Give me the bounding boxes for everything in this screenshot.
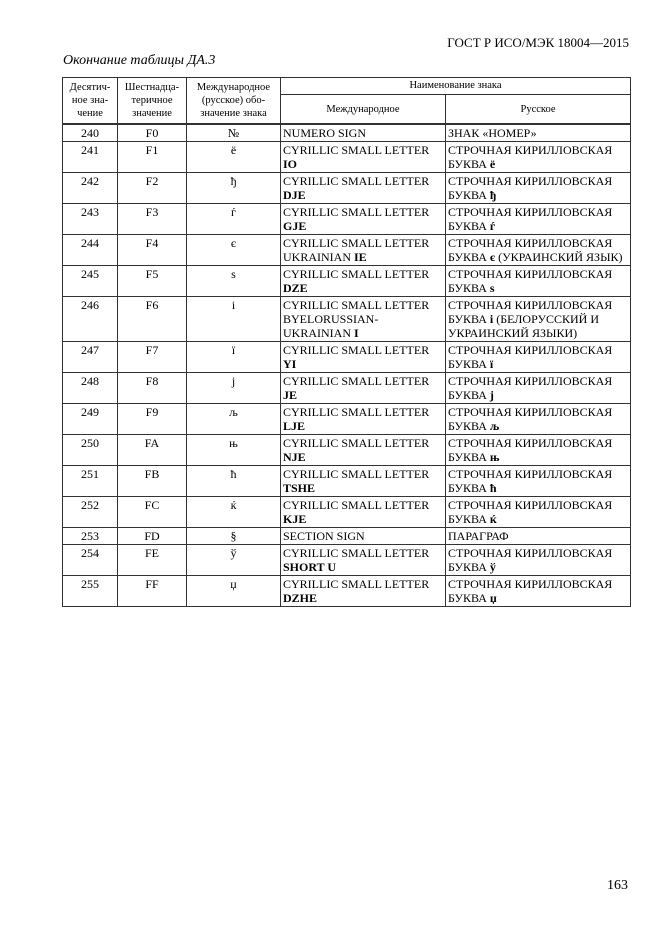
ru-name-text: ПАРАГРАФ — [448, 529, 509, 543]
decimal-value: 250 — [81, 436, 99, 450]
cell-decimal — [63, 235, 118, 266]
table-row — [63, 342, 631, 373]
intl-name-text: CYRILLIC SMALL LETTER — [283, 467, 430, 481]
cell-hex — [118, 124, 187, 142]
cell-decimal — [63, 373, 118, 404]
intl-name-letter: IE — [354, 250, 367, 264]
cell-decimal — [63, 342, 118, 373]
cell-symbol — [187, 142, 281, 173]
intl-name-text: CYRILLIC SMALL LETTER — [283, 436, 430, 450]
table-row — [63, 173, 631, 204]
symbol-value: № — [227, 126, 240, 140]
col-name-intl-header: Международное — [281, 95, 446, 125]
cell-name-ru — [446, 204, 631, 235]
cell-name-intl — [281, 373, 446, 404]
symbol-value: ѓ — [231, 205, 236, 219]
hex-value: FC — [144, 498, 160, 512]
col-symbol-header: Международное (русское) обо-значение знака — [187, 78, 281, 125]
cell-hex — [118, 497, 187, 528]
intl-name-text: SECTION SIGN — [283, 529, 365, 543]
hex-value: F2 — [145, 174, 159, 188]
ru-name-text: СТРОЧНАЯ КИРИЛЛОВСКАЯ БУКВА — [448, 205, 613, 233]
ru-name-text: СТРОЧНАЯ КИРИЛЛОВСКАЯ БУКВА — [448, 298, 613, 326]
symbol-value: љ — [229, 405, 238, 419]
col-name-ru-header: Русское — [446, 95, 631, 125]
hex-value: F6 — [145, 298, 159, 312]
cell-hex — [118, 342, 187, 373]
cell-name-intl — [281, 235, 446, 266]
table-row — [63, 124, 631, 142]
col-name-group-header: Наименование знака — [281, 78, 631, 95]
ru-name-text: СТРОЧНАЯ КИРИЛЛОВСКАЯ БУКВА — [448, 498, 613, 526]
symbol-value: ј — [231, 374, 236, 388]
table-body — [63, 124, 631, 607]
symbol-value: ѕ — [231, 267, 236, 281]
table-row — [63, 297, 631, 342]
cell-decimal — [63, 545, 118, 576]
decimal-value: 254 — [81, 546, 99, 560]
ru-name-text: СТРОЧНАЯ КИРИЛЛОВСКАЯ БУКВА — [448, 577, 613, 605]
ru-name-text: СТРОЧНАЯ КИРИЛЛОВСКАЯ БУКВА — [448, 405, 613, 433]
cell-name-ru — [446, 142, 631, 173]
decimal-value: 244 — [81, 236, 99, 250]
ru-name-text: СТРОЧНАЯ КИРИЛЛОВСКАЯ БУКВА — [448, 467, 613, 495]
symbol-value: ћ — [230, 467, 237, 481]
table-row — [63, 404, 631, 435]
intl-name-text: CYRILLIC SMALL LETTER — [283, 143, 430, 157]
hex-value: F9 — [145, 405, 159, 419]
ru-name-note: (БЕЛОРУССКИЙ И УКРАИНСКИЙ ЯЗЫКИ) — [448, 312, 599, 340]
table-caption: Окончание таблицы ДА.3 — [63, 53, 216, 68]
cell-name-ru — [446, 235, 631, 266]
symbol-value: њ — [229, 436, 238, 450]
decimal-value: 253 — [81, 529, 99, 543]
ru-name-text: СТРОЧНАЯ КИРИЛЛОВСКАЯ БУКВА — [448, 374, 613, 402]
table-row — [63, 435, 631, 466]
ru-name-text: СТРОЧНАЯ КИРИЛЛОВСКАЯ БУКВА — [448, 143, 613, 171]
symbol-value: џ — [230, 577, 237, 591]
intl-name-text: NUMERO SIGN — [283, 126, 367, 140]
ru-name-letter: џ — [489, 591, 497, 605]
ru-name-text: ЗНАК «НОМЕР» — [448, 126, 537, 140]
cell-symbol — [187, 545, 281, 576]
decimal-value: 245 — [81, 267, 99, 281]
cell-decimal — [63, 528, 118, 545]
symbol-value: ё — [230, 143, 237, 157]
cell-symbol — [187, 435, 281, 466]
table-row — [63, 204, 631, 235]
intl-name-text: CYRILLIC SMALL LETTER — [283, 405, 430, 419]
cell-hex — [118, 435, 187, 466]
cell-name-ru — [446, 545, 631, 576]
ru-name-letter: і — [489, 312, 494, 326]
intl-name-letter: TSHE — [283, 481, 316, 495]
intl-name-letter: JE — [283, 388, 298, 402]
cell-symbol — [187, 297, 281, 342]
table-row — [63, 528, 631, 545]
cell-name-ru — [446, 466, 631, 497]
intl-name-letter: SHORT U — [283, 560, 337, 574]
decimal-value: 242 — [81, 174, 99, 188]
symbol-value: ќ — [230, 498, 237, 512]
cell-name-intl — [281, 435, 446, 466]
cell-hex — [118, 297, 187, 342]
intl-name-text: CYRILLIC SMALL LETTER — [283, 498, 430, 512]
symbol-value: ї — [231, 343, 236, 357]
symbol-value: ў — [230, 546, 237, 560]
page-number: 163 — [607, 878, 628, 893]
cell-hex — [118, 266, 187, 297]
decimal-value: 251 — [81, 467, 99, 481]
intl-name-text: CYRILLIC SMALL LETTER — [283, 343, 430, 357]
ru-name-letter: ѓ — [489, 219, 496, 233]
ru-name-note: (УКРАИНСКИЙ ЯЗЫК) — [498, 250, 623, 264]
decimal-value: 246 — [81, 298, 99, 312]
cell-decimal — [63, 466, 118, 497]
ru-name-text: СТРОЧНАЯ КИРИЛЛОВСКАЯ БУКВА — [448, 174, 613, 202]
symbol-value: § — [230, 529, 237, 543]
symbol-value: і — [231, 298, 236, 312]
cell-name-ru — [446, 124, 631, 142]
cell-name-intl — [281, 466, 446, 497]
table-row — [63, 142, 631, 173]
intl-name-letter: LJE — [283, 419, 306, 433]
intl-name-letter: I — [354, 326, 359, 340]
cell-name-ru — [446, 266, 631, 297]
ru-name-text: СТРОЧНАЯ КИРИЛЛОВСКАЯ БУКВА — [448, 236, 613, 264]
cell-decimal — [63, 204, 118, 235]
cell-name-intl — [281, 297, 446, 342]
ru-name-letter: ѕ — [489, 281, 495, 295]
cell-name-ru — [446, 576, 631, 607]
standard-header: ГОСТ Р ИСО/МЭК 18004—2015 — [447, 35, 629, 50]
col-hex-header: Шестнадца-теричное значение — [118, 78, 187, 125]
cell-symbol — [187, 266, 281, 297]
ru-name-text: СТРОЧНАЯ КИРИЛЛОВСКАЯ БУКВА — [448, 267, 613, 295]
ru-name-letter: ё — [489, 157, 496, 171]
hex-value: F7 — [145, 343, 159, 357]
cell-hex — [118, 235, 187, 266]
hex-value: FD — [144, 529, 160, 543]
hex-value: FF — [145, 577, 159, 591]
hex-value: F0 — [145, 126, 159, 140]
hex-value: F1 — [145, 143, 159, 157]
cell-decimal — [63, 404, 118, 435]
intl-name-letter: DZE — [283, 281, 308, 295]
cell-hex — [118, 142, 187, 173]
cell-symbol — [187, 373, 281, 404]
intl-name-letter: NJE — [283, 450, 306, 464]
ru-name-letter: ђ — [489, 188, 497, 202]
table-header — [63, 78, 631, 125]
ru-name-letter: ј — [489, 388, 494, 402]
cell-symbol — [187, 173, 281, 204]
character-table — [62, 77, 631, 607]
decimal-value: 248 — [81, 374, 99, 388]
cell-name-intl — [281, 576, 446, 607]
table-row — [63, 373, 631, 404]
symbol-value: є — [230, 236, 237, 250]
table-row — [63, 466, 631, 497]
ru-name-letter: ї — [489, 357, 494, 371]
ru-name-text: СТРОЧНАЯ КИРИЛЛОВСКАЯ БУКВА — [448, 546, 613, 574]
intl-name-letter: IO — [283, 157, 298, 171]
cell-hex — [118, 576, 187, 607]
cell-decimal — [63, 173, 118, 204]
hex-value: F3 — [145, 205, 159, 219]
cell-symbol — [187, 466, 281, 497]
table-row — [63, 235, 631, 266]
intl-name-letter: DZHE — [283, 591, 318, 605]
hex-value: FE — [144, 546, 159, 560]
decimal-value: 240 — [81, 126, 99, 140]
table-row — [63, 576, 631, 607]
cell-decimal — [63, 142, 118, 173]
intl-name-text: CYRILLIC SMALL LETTER — [283, 267, 430, 281]
table-row — [63, 497, 631, 528]
cell-name-ru — [446, 342, 631, 373]
cell-symbol — [187, 342, 281, 373]
cell-hex — [118, 373, 187, 404]
ru-name-letter: њ — [489, 450, 500, 464]
cell-hex — [118, 173, 187, 204]
cell-name-intl — [281, 545, 446, 576]
symbol-value: ђ — [230, 174, 237, 188]
cell-name-intl — [281, 497, 446, 528]
cell-hex — [118, 466, 187, 497]
decimal-value: 241 — [81, 143, 99, 157]
hex-value: F8 — [145, 374, 159, 388]
intl-name-text: CYRILLIC SMALL LETTER UKRAINIAN — [283, 236, 430, 264]
cell-hex — [118, 204, 187, 235]
cell-name-intl — [281, 404, 446, 435]
cell-symbol — [187, 204, 281, 235]
cell-symbol — [187, 528, 281, 545]
cell-name-ru — [446, 373, 631, 404]
col-decimal-header: Десятич-ное зна-чение — [63, 78, 118, 125]
decimal-value: 252 — [81, 498, 99, 512]
cell-name-intl — [281, 528, 446, 545]
intl-name-letter: KJE — [283, 512, 307, 526]
cell-name-ru — [446, 404, 631, 435]
cell-hex — [118, 404, 187, 435]
cell-name-ru — [446, 528, 631, 545]
hex-value: FA — [144, 436, 160, 450]
cell-name-ru — [446, 497, 631, 528]
cell-symbol — [187, 124, 281, 142]
decimal-value: 255 — [81, 577, 99, 591]
cell-name-intl — [281, 266, 446, 297]
cell-decimal — [63, 435, 118, 466]
intl-name-letter: YI — [283, 357, 297, 371]
intl-name-letter: DJE — [283, 188, 306, 202]
hex-value: FB — [144, 467, 160, 481]
hex-value: F5 — [145, 267, 159, 281]
cell-name-intl — [281, 342, 446, 373]
cell-decimal — [63, 576, 118, 607]
ru-name-letter: є — [489, 250, 496, 264]
ru-name-letter: ћ — [489, 481, 497, 495]
intl-name-text: CYRILLIC SMALL LETTER BYELORUSSIAN-UKRAINIAN — [283, 298, 430, 340]
intl-name-text: CYRILLIC SMALL LETTER — [283, 374, 430, 388]
hex-value: F4 — [145, 236, 159, 250]
intl-name-text: CYRILLIC SMALL LETTER — [283, 546, 430, 560]
table-row — [63, 266, 631, 297]
intl-name-text: CYRILLIC SMALL LETTER — [283, 205, 430, 219]
ru-name-letter: љ — [489, 419, 500, 433]
cell-symbol — [187, 497, 281, 528]
cell-decimal — [63, 266, 118, 297]
cell-decimal — [63, 124, 118, 142]
intl-name-letter: GJE — [283, 219, 307, 233]
cell-hex — [118, 528, 187, 545]
ru-name-text: СТРОЧНАЯ КИРИЛЛОВСКАЯ БУКВА — [448, 436, 613, 464]
intl-name-text: CYRILLIC SMALL LETTER — [283, 174, 430, 188]
ru-name-text: СТРОЧНАЯ КИРИЛЛОВСКАЯ БУКВА — [448, 343, 613, 371]
ru-name-letter: ў — [489, 560, 496, 574]
cell-name-intl — [281, 142, 446, 173]
decimal-value: 243 — [81, 205, 99, 219]
cell-decimal — [63, 297, 118, 342]
cell-name-intl — [281, 124, 446, 142]
cell-symbol — [187, 404, 281, 435]
cell-name-intl — [281, 204, 446, 235]
cell-symbol — [187, 576, 281, 607]
decimal-value: 249 — [81, 405, 99, 419]
table-row — [63, 545, 631, 576]
cell-name-ru — [446, 435, 631, 466]
cell-name-intl — [281, 173, 446, 204]
cell-name-ru — [446, 173, 631, 204]
decimal-value: 247 — [81, 343, 99, 357]
cell-name-ru — [446, 297, 631, 342]
cell-hex — [118, 545, 187, 576]
cell-decimal — [63, 497, 118, 528]
intl-name-text: CYRILLIC SMALL LETTER — [283, 577, 430, 591]
ru-name-letter: ќ — [489, 512, 497, 526]
cell-symbol — [187, 235, 281, 266]
